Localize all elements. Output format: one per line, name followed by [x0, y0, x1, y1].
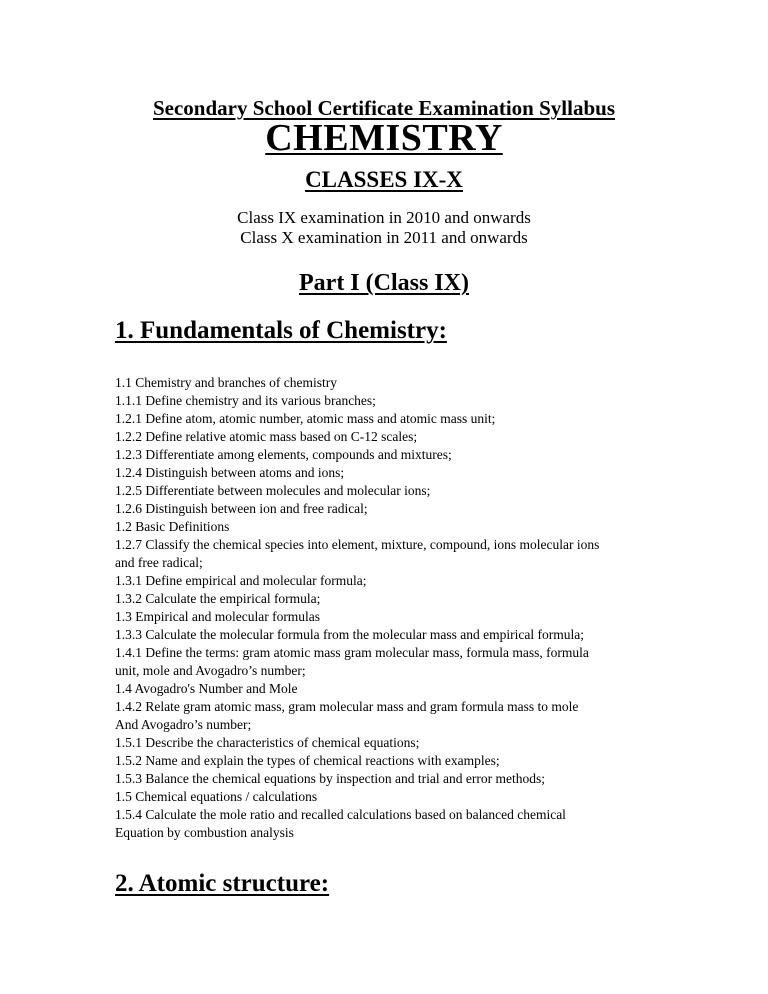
section-heading-atomic-structure: 2. Atomic structure: — [115, 870, 330, 897]
part-heading: Part I (Class IX) — [299, 270, 469, 296]
syllabus-item: 1.2.3 Differentiate among elements, compounds and mixtures; — [115, 447, 452, 462]
syllabus-item: 1.2.2 Define relative atomic mass based on C-12 scales; — [115, 429, 418, 444]
syllabus-item: and free radical; — [115, 555, 203, 570]
document-title: Secondary School Certificate Examination Syllabus — [152, 96, 615, 120]
syllabus-item: 1.3.1 Define empirical and molecular formula; — [115, 573, 367, 588]
exam-note-class-ix: Class IX examination in 2010 and onwards — [237, 208, 531, 227]
syllabus-item: 1.2.5 Differentiate between molecules and molecular ions; — [115, 483, 431, 498]
syllabus-item: 1.5.4 Calculate the mole ratio and recalled calculations based on balanced chemical — [115, 807, 566, 822]
subject-title: CHEMISTRY — [265, 117, 503, 159]
syllabus-item: 1.4 Avogadro's Number and Mole — [115, 681, 298, 696]
syllabus-item: 1.1 Chemistry and branches of chemistry — [115, 375, 337, 390]
classes-title: CLASSES IX-X — [305, 167, 463, 192]
syllabus-item: unit, mole and Avogadro’s number; — [115, 663, 306, 678]
syllabus-item: 1.3.3 Calculate the molecular formula from the molecular mass and empirical formula; — [115, 627, 584, 642]
section-heading-fundamentals: 1. Fundamentals of Chemistry: — [115, 317, 447, 344]
syllabus-item: 1.5.1 Describe the characteristics of chemical equations; — [115, 735, 420, 750]
syllabus-item: 1.2.7 Classify the chemical species into element, mixture, compound, ions molecular ions — [115, 537, 600, 552]
syllabus-item: 1.3.2 Calculate the empirical formula; — [115, 591, 321, 606]
syllabus-item: 1.4.2 Relate gram atomic mass, gram molecular mass and gram formula mass to mole — [115, 699, 579, 714]
syllabus-item: And Avogadro’s number; — [115, 717, 252, 732]
syllabus-item: 1.3 Empirical and molecular formulas — [115, 609, 321, 624]
syllabus-item: 1.1.1 Define chemistry and its various branches; — [115, 393, 376, 408]
syllabus-item: 1.2.1 Define atom, atomic number, atomic mass and atomic mass unit; — [115, 411, 496, 426]
syllabus-item: 1.5.2 Name and explain the types of chemical reactions with examples; — [115, 753, 500, 768]
syllabus-item: 1.5.3 Balance the chemical equations by inspection and trial and error methods; — [115, 771, 545, 786]
syllabus-item-list — [115, 374, 675, 842]
syllabus-item: 1.2.4 Distinguish between atoms and ions; — [115, 465, 345, 480]
syllabus-item: 1.4.1 Define the terms: gram atomic mass gram molecular mass, formula mass, formula — [115, 645, 589, 660]
syllabus-item: 1.5 Chemical equations / calculations — [115, 789, 318, 804]
syllabus-item: Equation by combustion analysis — [115, 825, 294, 840]
syllabus-item: 1.2 Basic Definitions — [115, 519, 230, 534]
exam-note-class-x: Class X examination in 2011 and onwards — [240, 228, 528, 247]
syllabus-item: 1.2.6 Distinguish between ion and free radical; — [115, 501, 368, 516]
